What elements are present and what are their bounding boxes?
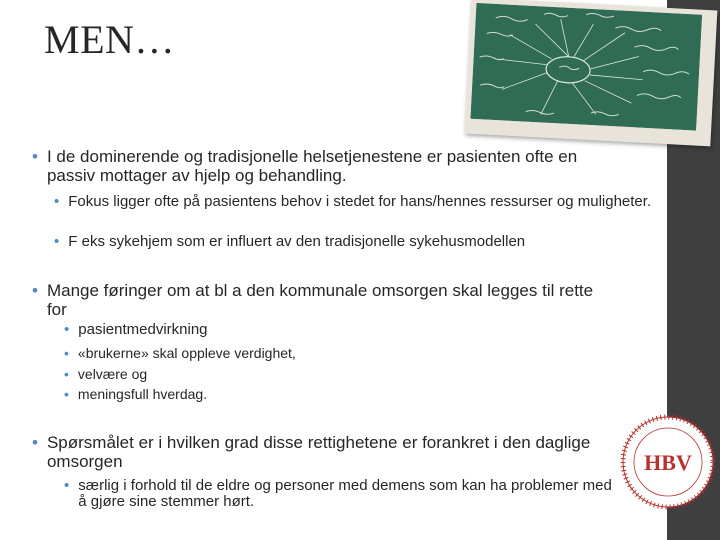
- bullet-1-text: I de dominerende og tradisjonelle helsetjenestene er pasienten ofte en passiv mottager av hjelp og behandling.: [46, 147, 578, 185]
- bullet-1: [32, 147, 592, 185]
- bullet-dot-icon: •: [54, 193, 60, 210]
- bullet-dot-icon: •: [64, 386, 69, 402]
- bullet-2: [32, 281, 612, 319]
- bullet-3: [32, 433, 622, 471]
- bullet-3-sub-1-text: særlig i forhold til de eldre og personer med demens som kan ha problemer med å gjøre sine stemmer hørt.: [78, 477, 612, 510]
- bullet-2-sub-2-text: «brukerne» skal oppleve verdighet,: [77, 345, 296, 361]
- bullet-dot-icon: •: [64, 345, 69, 361]
- chalkboard-photo: [465, 0, 718, 146]
- bullet-2-sub-4-text: meningsfull hverdag.: [77, 386, 208, 402]
- hbv-logo: [620, 414, 716, 510]
- bullet-dot-icon: •: [54, 233, 60, 250]
- bullet-2-text: Mange føringer om at bl a den kommunale omsorgen skal legges til rette for: [46, 281, 594, 319]
- bullet-dot-icon: •: [64, 321, 70, 338]
- bullet-2-sub-3: [64, 364, 147, 384]
- bullet-2-sub-1: [64, 322, 208, 338]
- slide-title: MEN…: [44, 17, 175, 62]
- bullet-1-sub-2-text: F eks sykehjem som er influert av den tradisjonelle sykehusmodellen: [68, 233, 526, 250]
- bullet-2-sub-4: [64, 384, 207, 404]
- bullet-3-text: Spørsmålet er i hvilken grad disse rettighetene er forankret i den daglige omsorgen: [46, 433, 591, 471]
- bullet-dot-icon: •: [32, 147, 38, 166]
- bullet-2-sub-2: [64, 343, 296, 363]
- bullet-2-sub-1-text: pasientmedvirkning: [78, 321, 208, 338]
- bullet-dot-icon: •: [32, 281, 38, 300]
- bullet-2-sub-3-text: velvære og: [77, 366, 148, 382]
- bullet-dot-icon: •: [64, 366, 69, 382]
- bullet-1-sub-1: [54, 194, 654, 210]
- bullet-1-sub-1-text: Fokus ligger ofte på pasientens behov i stedet for hans/hennes ressurser og muligheter.: [68, 193, 652, 210]
- bullet-1-sub-2: [54, 234, 654, 250]
- logo-text: HBV: [644, 450, 692, 475]
- bullet-dot-icon: •: [32, 433, 38, 452]
- bullet-dot-icon: •: [64, 477, 70, 494]
- bullet-3-sub-1: [64, 478, 624, 510]
